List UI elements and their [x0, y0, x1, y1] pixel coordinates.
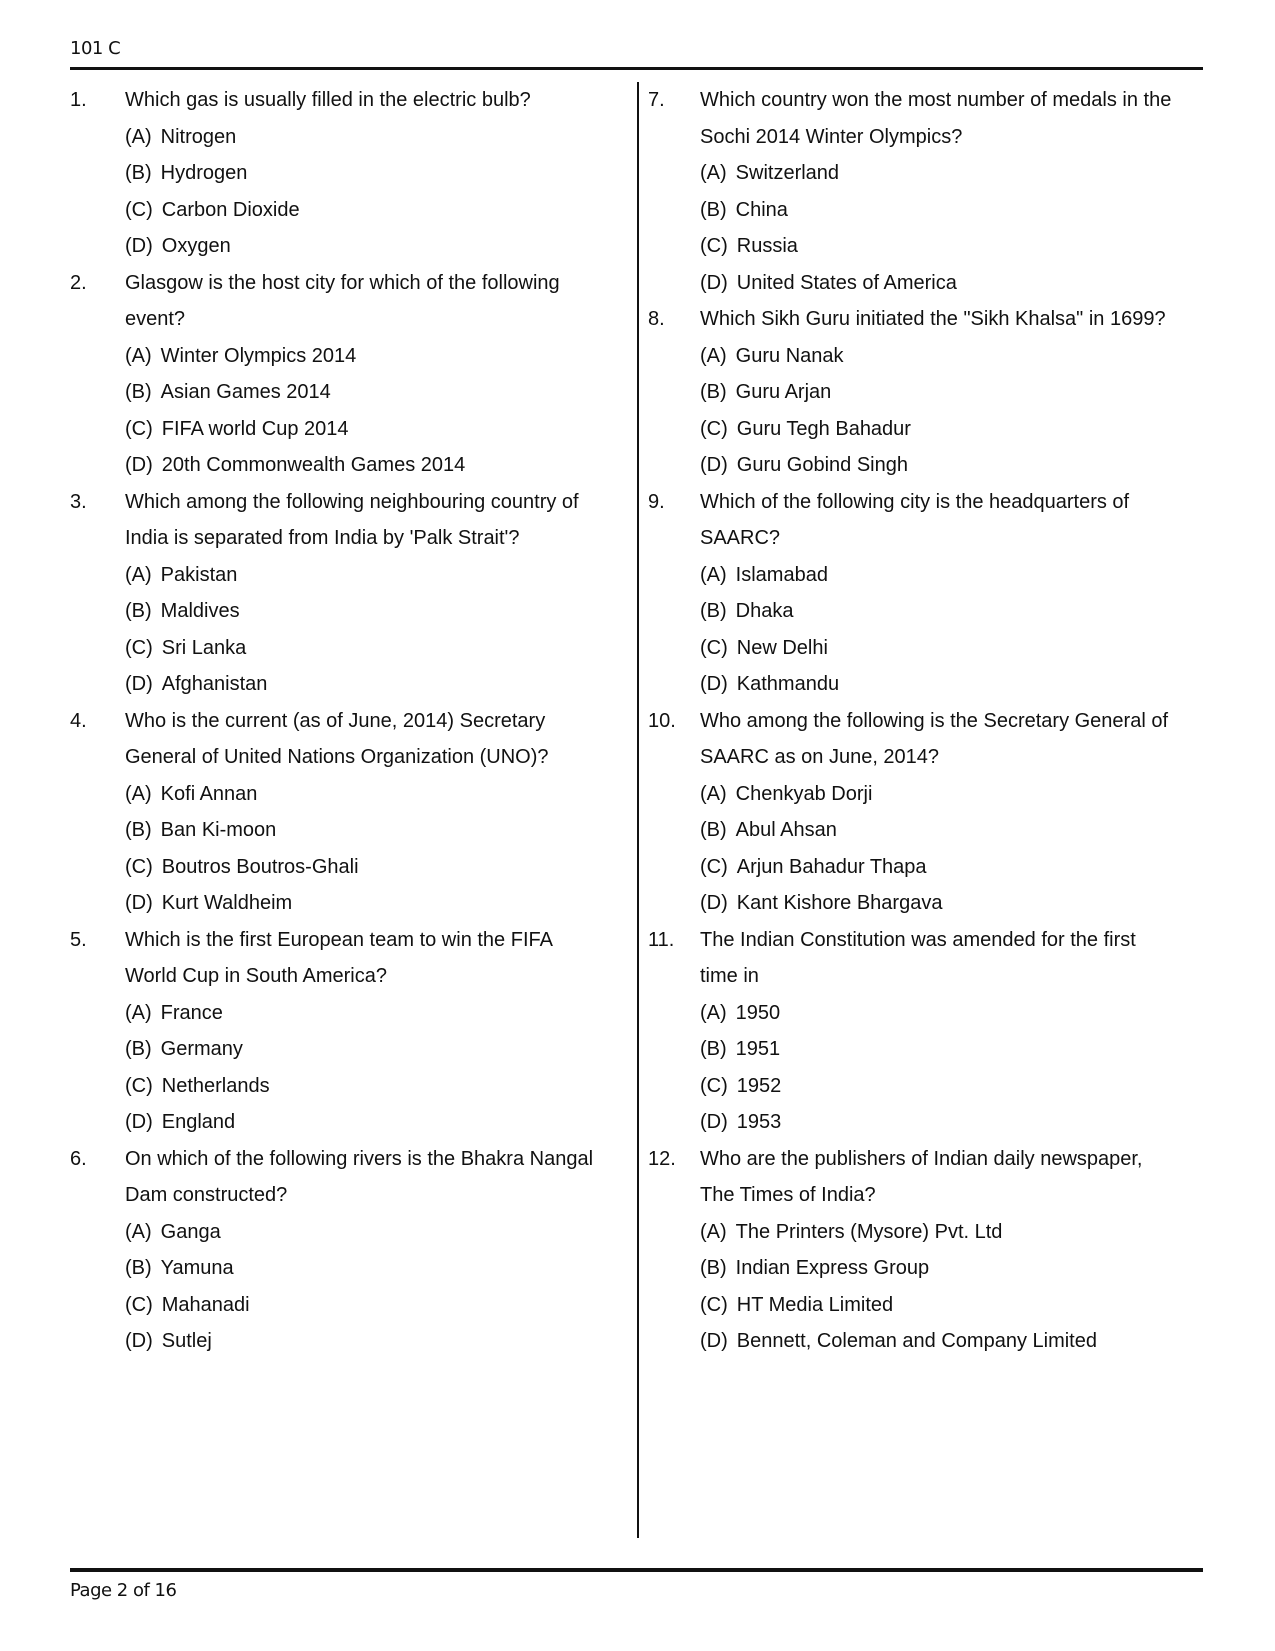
option-text: Islamabad — [735, 563, 828, 586]
question-text-line: India is separated from India by 'Palk Strait'? — [125, 527, 520, 549]
option-letter: (B) — [125, 162, 152, 184]
option-letter: (A) — [700, 1001, 727, 1024]
option-letter: (C) — [700, 1074, 728, 1097]
question-text-line: Which among the following neighbouring country of — [125, 490, 579, 513]
question-text-line: Who is the current (as of June, 2014) Secretary — [125, 709, 546, 732]
question-text-line: Who among the following is the Secretary General of — [700, 709, 1169, 732]
option-text: Winter Olympics 2014 — [160, 344, 357, 367]
option-item — [700, 1323, 1223, 1360]
question-text-line: Who are the publishers of Indian daily newspaper, — [700, 1147, 1143, 1170]
option-letter: (B) — [700, 1038, 727, 1060]
question-body — [125, 484, 625, 703]
question-number: 3. — [70, 490, 87, 513]
question-body — [700, 1141, 1223, 1360]
question-body — [125, 82, 625, 265]
option-letter: (D) — [125, 235, 153, 257]
option-letter: (A) — [125, 344, 152, 367]
option-item — [125, 812, 625, 849]
question-item — [648, 703, 1223, 922]
option-letter: (B) — [700, 381, 727, 403]
option-text: Maldives — [160, 600, 240, 622]
question-number: 8. — [648, 308, 665, 330]
option-item — [700, 374, 1223, 411]
option-text: Nitrogen — [160, 125, 237, 148]
option-text: Guru Arjan — [735, 381, 832, 403]
option-text: Boutros Boutros-Ghali — [161, 855, 359, 878]
option-text: Ban Ki-moon — [160, 819, 277, 841]
question-number: 7. — [648, 89, 665, 111]
option-letter: (D) — [125, 454, 153, 476]
option-text: Arjun Bahadur Thapa — [736, 855, 927, 878]
option-text: Indian Express Group — [735, 1257, 930, 1279]
option-text: 1950 — [735, 1001, 781, 1024]
question-text-line: The Times of India? — [700, 1184, 876, 1206]
option-letter: (D) — [700, 1111, 728, 1133]
option-text: 1953 — [736, 1111, 782, 1133]
option-letter: (B) — [125, 381, 152, 403]
option-letter: (A) — [700, 782, 727, 805]
question-number: 1. — [70, 89, 87, 111]
option-letter: (D) — [700, 673, 728, 695]
question-text-line: SAARC as on June, 2014? — [700, 746, 940, 768]
option-text: Guru Gobind Singh — [736, 454, 908, 476]
question-body — [700, 82, 1223, 301]
question-number: 5. — [70, 928, 87, 951]
option-letter: (C) — [125, 1074, 153, 1097]
option-letter: (D) — [125, 673, 153, 695]
option-item — [700, 812, 1223, 849]
option-letter: (B) — [125, 600, 152, 622]
option-item — [700, 776, 1223, 813]
option-item — [700, 849, 1223, 886]
question-item — [648, 82, 1223, 301]
option-text: Ganga — [160, 1220, 221, 1243]
question-item — [70, 82, 625, 265]
question-text-line: On which of the following rivers is the Bhakra Nangal — [125, 1147, 594, 1170]
option-text: Carbon Dioxide — [161, 198, 300, 221]
question-body — [700, 922, 1223, 1141]
option-item — [125, 1323, 625, 1360]
question-item — [648, 484, 1223, 703]
option-letter: (A) — [700, 563, 727, 586]
option-text: 20th Commonwealth Games 2014 — [161, 454, 466, 476]
option-letter: (C) — [700, 1293, 728, 1316]
option-item — [125, 1287, 625, 1324]
option-text: 1951 — [735, 1038, 781, 1060]
option-text: Russia — [736, 235, 798, 257]
question-number: 2. — [70, 271, 87, 294]
option-item — [700, 630, 1223, 667]
option-letter: (B) — [700, 1257, 727, 1279]
option-text: 1952 — [736, 1074, 782, 1097]
option-letter: (C) — [125, 417, 153, 440]
option-item — [125, 557, 625, 594]
option-item — [125, 155, 625, 192]
option-text: Abul Ahsan — [735, 819, 837, 841]
option-text: Guru Nanak — [735, 344, 844, 367]
option-item — [125, 1068, 625, 1105]
option-text: Chenkyab Dorji — [735, 782, 873, 805]
question-item — [70, 265, 625, 484]
option-text: Kathmandu — [736, 673, 840, 695]
option-item — [700, 228, 1223, 265]
question-text-line: Which of the following city is the headquarters of — [700, 490, 1130, 513]
option-item — [125, 666, 625, 703]
option-text: FIFA world Cup 2014 — [161, 417, 349, 440]
option-letter: (D) — [700, 1330, 728, 1352]
option-letter: (A) — [700, 1220, 727, 1243]
option-item — [700, 557, 1223, 594]
option-letter: (C) — [125, 636, 153, 659]
question-item — [70, 922, 625, 1141]
question-text-line: time in — [700, 965, 759, 987]
option-letter: (A) — [125, 1220, 152, 1243]
question-text-line: Dam constructed? — [125, 1184, 288, 1206]
option-letter: (D) — [700, 454, 728, 476]
option-text: Netherlands — [161, 1074, 270, 1097]
question-number: 9. — [648, 490, 665, 513]
option-item — [125, 447, 625, 484]
option-item — [700, 995, 1223, 1032]
option-text: Oxygen — [161, 235, 231, 257]
option-letter: (D) — [125, 1111, 153, 1133]
question-text-line: Which is the first European team to win the FIFA — [125, 928, 553, 951]
page-number-label: Page 2 of 16 — [70, 1580, 177, 1601]
question-column-left — [70, 82, 625, 1360]
option-letter: (D) — [125, 892, 153, 914]
option-item — [125, 1104, 625, 1141]
column-divider — [637, 82, 639, 1538]
option-letter: (D) — [700, 892, 728, 914]
option-text: HT Media Limited — [736, 1293, 894, 1316]
option-letter: (B) — [700, 198, 727, 221]
option-letter: (C) — [125, 198, 153, 221]
option-item — [125, 228, 625, 265]
option-text: Afghanistan — [161, 673, 268, 695]
question-text-line: The Indian Constitution was amended for the first — [700, 928, 1136, 951]
option-item — [700, 192, 1223, 229]
option-letter: (B) — [700, 600, 727, 622]
option-item — [700, 1031, 1223, 1068]
question-body — [700, 301, 1223, 484]
question-body — [700, 484, 1223, 703]
option-item — [700, 1287, 1223, 1324]
question-column-right — [648, 82, 1223, 1360]
option-item — [700, 411, 1223, 448]
question-item — [648, 301, 1223, 484]
option-item — [125, 776, 625, 813]
option-item — [125, 1250, 625, 1287]
option-letter: (A) — [125, 782, 152, 805]
option-item — [700, 155, 1223, 192]
option-letter: (B) — [125, 819, 152, 841]
option-letter: (D) — [125, 1330, 153, 1352]
option-item — [125, 1031, 625, 1068]
option-item — [700, 338, 1223, 375]
question-text-line: Sochi 2014 Winter Olympics? — [700, 125, 963, 148]
header-rule — [70, 67, 1203, 70]
question-text-line: World Cup in South America? — [125, 965, 387, 987]
option-item — [125, 192, 625, 229]
question-number: 12. — [648, 1147, 676, 1170]
question-item — [70, 1141, 625, 1360]
option-letter: (C) — [700, 636, 728, 659]
option-letter: (B) — [700, 819, 727, 841]
option-text: Hydrogen — [160, 162, 248, 184]
option-item — [125, 885, 625, 922]
option-text: Kurt Waldheim — [161, 892, 293, 914]
option-item — [125, 338, 625, 375]
option-letter: (C) — [125, 1293, 153, 1316]
question-number: 4. — [70, 709, 87, 732]
option-letter: (C) — [700, 417, 728, 440]
question-text-line: Which Sikh Guru initiated the "Sikh Khalsa" in 1699? — [700, 308, 1166, 330]
option-letter: (A) — [125, 125, 152, 148]
option-item — [125, 593, 625, 630]
option-item — [700, 593, 1223, 630]
question-body — [125, 265, 625, 484]
question-text-line: Which country won the most number of medals in the — [700, 89, 1172, 111]
option-item — [700, 265, 1223, 302]
option-item — [700, 666, 1223, 703]
option-item — [700, 1250, 1223, 1287]
option-text: China — [735, 198, 788, 221]
option-text: New Delhi — [736, 636, 828, 659]
question-number: 6. — [70, 1147, 87, 1170]
option-item — [125, 849, 625, 886]
option-text: France — [160, 1001, 223, 1024]
question-text-line: Glasgow is the host city for which of the following — [125, 271, 560, 294]
option-text: The Printers (Mysore) Pvt. Ltd — [735, 1220, 1003, 1243]
question-item — [70, 484, 625, 703]
question-text-line: Which gas is usually filled in the electric bulb? — [125, 89, 531, 111]
question-text-line: General of United Nations Organization (UNO)? — [125, 746, 549, 768]
option-text: Sri Lanka — [161, 636, 247, 659]
option-item — [700, 1104, 1223, 1141]
option-text: Switzerland — [735, 162, 840, 184]
question-item — [70, 703, 625, 922]
footer-rule — [70, 1568, 1203, 1572]
option-letter: (A) — [125, 563, 152, 586]
option-item — [700, 447, 1223, 484]
option-text: Pakistan — [160, 563, 238, 586]
option-letter: (B) — [125, 1257, 152, 1279]
option-item — [125, 995, 625, 1032]
option-letter: (A) — [700, 162, 727, 184]
option-text: Kofi Annan — [160, 782, 258, 805]
option-text: Kant Kishore Bhargava — [736, 892, 943, 914]
option-text: England — [161, 1111, 236, 1133]
option-item — [700, 1068, 1223, 1105]
option-text: Bennett, Coleman and Company Limited — [736, 1330, 1097, 1352]
option-letter: (B) — [125, 1038, 152, 1060]
question-text-line: SAARC? — [700, 527, 781, 549]
question-body — [125, 922, 625, 1141]
option-item — [700, 1214, 1223, 1251]
option-item — [125, 630, 625, 667]
option-item — [125, 374, 625, 411]
option-text: Sutlej — [161, 1330, 212, 1352]
option-text: United States of America — [736, 271, 957, 294]
question-body — [125, 703, 625, 922]
option-letter: (A) — [700, 344, 727, 367]
question-item — [648, 1141, 1223, 1360]
option-text: Mahanadi — [161, 1293, 250, 1316]
question-body — [700, 703, 1223, 922]
question-body — [125, 1141, 625, 1360]
option-text: Dhaka — [735, 600, 794, 622]
question-number: 11. — [648, 928, 675, 951]
option-item — [125, 119, 625, 156]
exam-code: 101 C — [70, 38, 121, 59]
option-letter: (A) — [125, 1001, 152, 1024]
option-letter: (C) — [700, 855, 728, 878]
option-item — [125, 1214, 625, 1251]
question-text-line: event? — [125, 308, 186, 330]
option-letter: (D) — [700, 271, 728, 294]
option-letter: (C) — [125, 855, 153, 878]
option-item — [700, 885, 1223, 922]
option-letter: (C) — [700, 235, 728, 257]
option-text: Yamuna — [160, 1257, 234, 1279]
option-text: Asian Games 2014 — [160, 381, 331, 403]
option-text: Germany — [160, 1038, 243, 1060]
question-item — [648, 922, 1223, 1141]
option-text: Guru Tegh Bahadur — [736, 417, 911, 440]
question-number: 10. — [648, 709, 676, 732]
option-item — [125, 411, 625, 448]
